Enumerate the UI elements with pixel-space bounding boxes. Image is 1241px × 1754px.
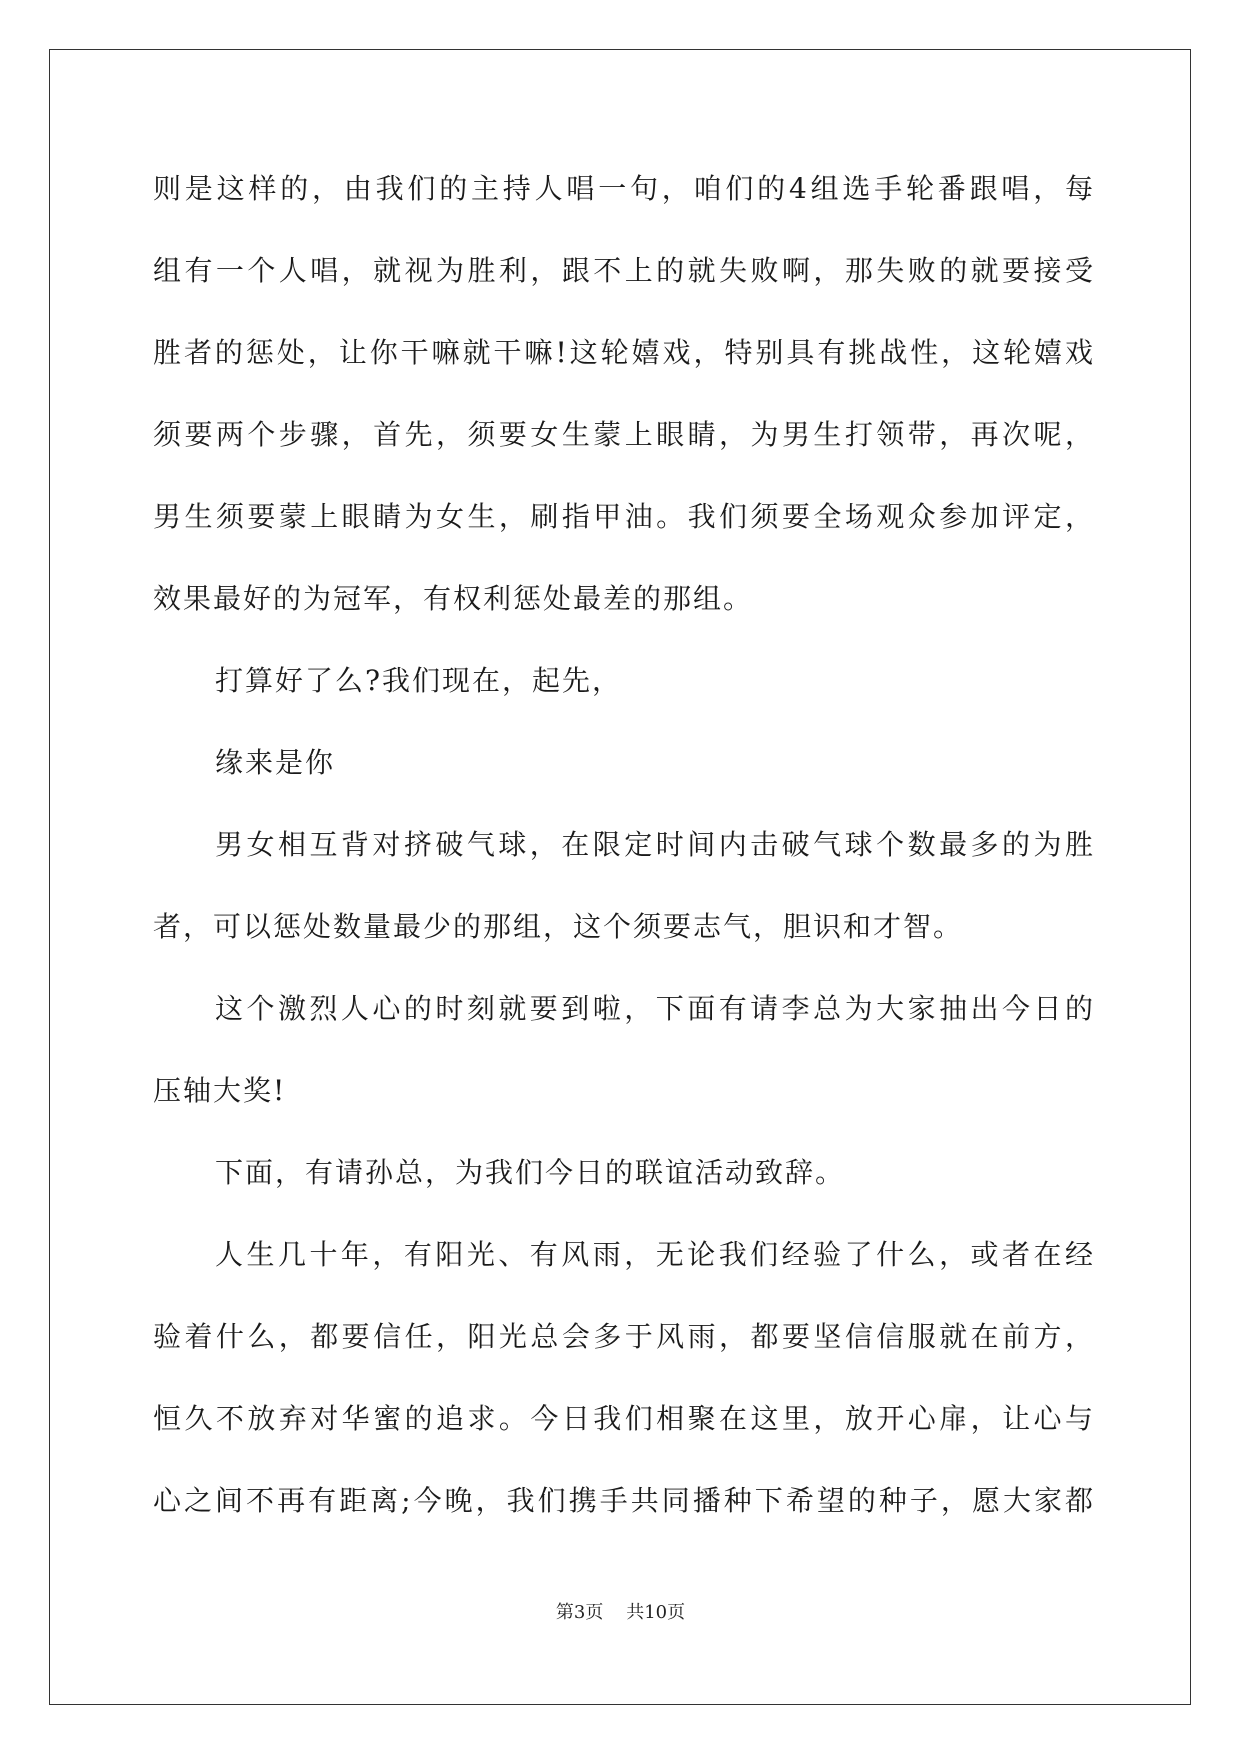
document-body — [153, 162, 1093, 1556]
text-line: 压轴大奖! — [153, 1074, 287, 1107]
text-line: 人生几十年，有阳光、有风雨，无论我们经验了什么，或者在经 — [215, 1238, 1093, 1271]
text-line: 缘来是你 — [215, 746, 336, 779]
text-line: 须要两个步骤，首先，须要女生蒙上眼睛，为男生打领带，再次呢， — [153, 418, 1093, 451]
text-line: 心之间不再有距离;今晚，我们携手共同播种下希望的种子，愿大家都 — [153, 1484, 1093, 1517]
text-line: 男生须要蒙上眼睛为女生，刷指甲油。我们须要全场观众参加评定， — [153, 500, 1093, 533]
text-line: 胜者的惩处，让你干嘛就干嘛!这轮嬉戏，特别具有挑战性，这轮嬉戏 — [153, 336, 1093, 369]
text-line: 打算好了么?我们现在，起先， — [215, 664, 623, 697]
text-line: 者，可以惩处数量最少的那组，这个须要志气，胆识和才智。 — [153, 910, 964, 943]
text-line: 这个激烈人心的时刻就要到啦，下面有请李总为大家抽出今日的 — [215, 992, 1093, 1025]
text-line: 组有一个人唱，就视为胜利，跟不上的就失败啊，那失败的就要接受 — [153, 254, 1093, 287]
text-line: 男女相互背对挤破气球，在限定时间内击破气球个数最多的为胜 — [215, 828, 1093, 861]
page-footer: 第3页 共10页 — [555, 1602, 686, 1623]
text-line: 效果最好的为冠军，有权利惩处最差的那组。 — [153, 582, 754, 615]
text-line: 下面，有请孙总，为我们今日的联谊活动致辞。 — [215, 1156, 846, 1189]
text-line: 验着什么，都要信任，阳光总会多于风雨，都要坚信信服就在前方， — [153, 1320, 1093, 1353]
text-line: 恒久不放弃对华蜜的追求。今日我们相聚在这里，放开心扉，让心与 — [153, 1402, 1093, 1435]
text-line: 则是这样的，由我们的主持人唱一句，咱们的4组选手轮番跟唱，每 — [153, 172, 1093, 205]
